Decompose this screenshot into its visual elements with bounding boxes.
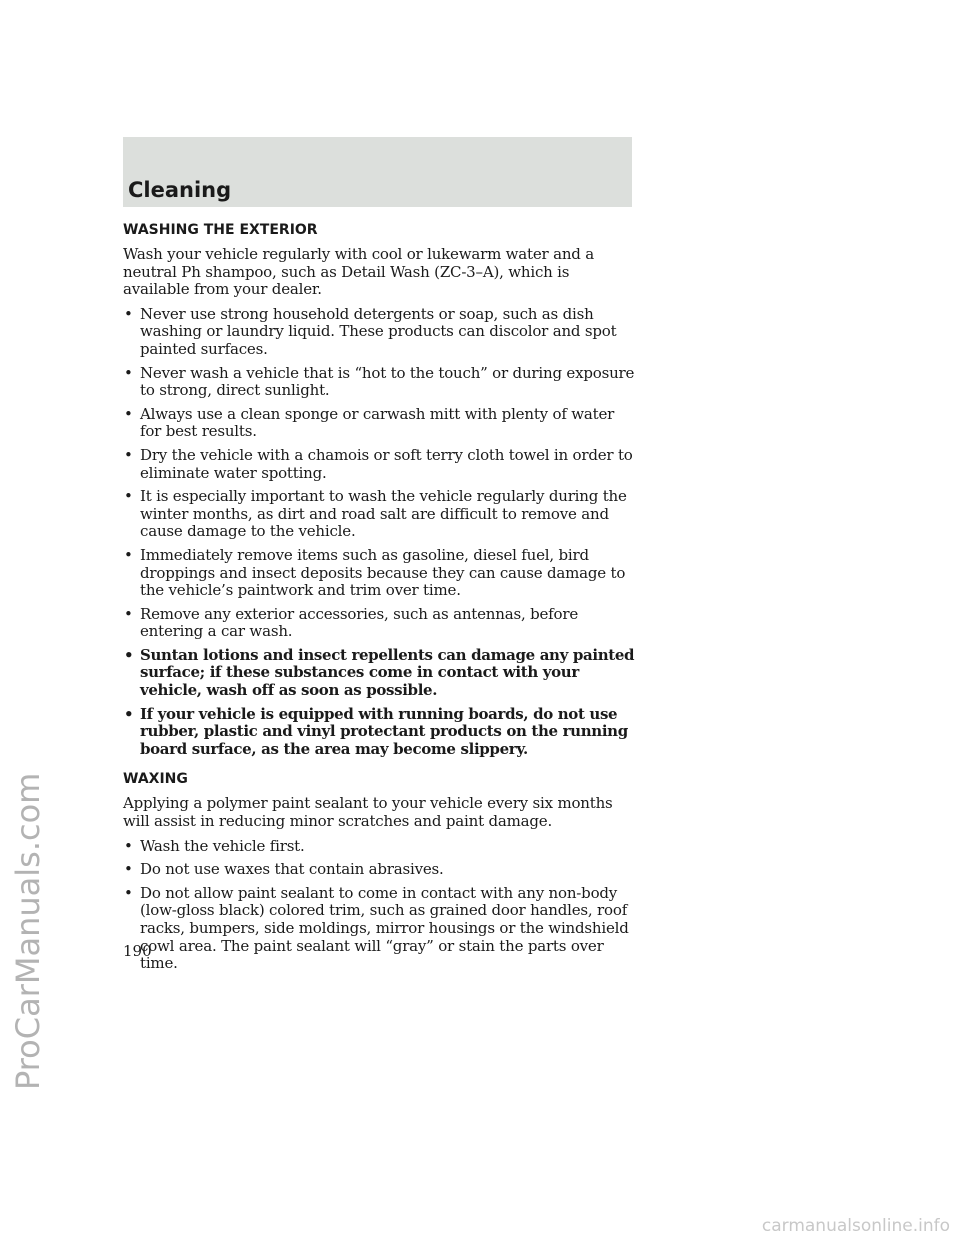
bullet-icon: • — [124, 363, 133, 382]
section-heading-waxing: WAXING — [123, 771, 188, 788]
list-item: • Do not use waxes that contain abrasives. — [124, 860, 444, 879]
bullet-icon: • — [124, 487, 133, 506]
header-band — [123, 137, 632, 207]
bullet-icon: • — [124, 445, 133, 464]
bullet-list-waxing — [123, 838, 638, 973]
page-header-title: Cleaning — [128, 178, 232, 202]
bullet-icon: • — [124, 836, 133, 855]
list-item: • It is especially important to wash the vehicle regularly during the winter months, as dirt and road salt are difficult to remove and cause damage to the vehicle. — [124, 487, 627, 541]
bullet-icon: • — [124, 883, 133, 902]
bullet-icon: • — [124, 604, 133, 623]
bullet-icon: • — [124, 545, 133, 564]
page-content — [123, 221, 638, 979]
page-number: 190 — [123, 942, 152, 960]
bullet-icon: • — [124, 304, 133, 323]
list-item-warning: • If your vehicle is equipped with running boards, do not use rubber, plastic and vinyl protectant products on the running board surface, as the area may become slippery. — [124, 704, 628, 758]
list-item: • Remove any exterior accessories, such as antennas, before entering a car wash. — [124, 604, 579, 641]
list-item: • Never use strong household detergents or soap, such as dish washing or laundry liquid. These products can discolor and spot painted surfaces. — [124, 304, 617, 358]
bullet-list-washing — [123, 306, 638, 759]
list-item: • Never wash a vehicle that is “hot to the touch” or during exposure to strong, direct sunlight. — [124, 363, 635, 400]
list-item: • Dry the vehicle with a chamois or soft terry cloth towel in order to eliminate water spotting. — [124, 445, 633, 482]
bullet-icon: • — [124, 645, 134, 664]
list-item: • Immediately remove items such as gasoline, diesel fuel, bird droppings and insect deposits because they can cause damage to the vehicle’s paintwork and trim over time. — [124, 545, 626, 600]
list-item: • Always use a clean sponge or carwash mitt with plenty of water for best results. — [124, 404, 615, 441]
section-intro-waxing: Applying a polymer paint sealant to your vehicle every six months will assist in reducing minor scratches and paint damage. — [123, 794, 613, 831]
list-item-warning: • Suntan lotions and insect repellents can damage any painted surface; if these substances come in contact with your vehicle, wash off as soon as possible. — [124, 645, 635, 700]
bullet-icon: • — [124, 860, 133, 879]
list-item: • Wash the vehicle first. — [124, 836, 305, 855]
list-item: • Do not allow paint sealant to come in contact with any non-body (low-gloss black) colored trim, such as grained door handles, roof racks, bumpers, side moldings, mirror housings or the windshield cowl area. The paint sealant will “gray” or stain the parts over time. — [124, 883, 629, 973]
footer-watermark: carmanualsonline.info — [761, 1216, 950, 1236]
bullet-icon: • — [124, 404, 133, 423]
side-watermark: ProCarManuals.com — [9, 772, 47, 1090]
section-intro-washing: Wash your vehicle regularly with cool or lukewarm water and a neutral Ph shampoo, such as Detail Wash (ZC-3–A), which is available from your dealer. — [123, 245, 595, 299]
bullet-icon: • — [124, 704, 134, 723]
section-heading-washing: WASHING THE EXTERIOR — [123, 222, 318, 238]
